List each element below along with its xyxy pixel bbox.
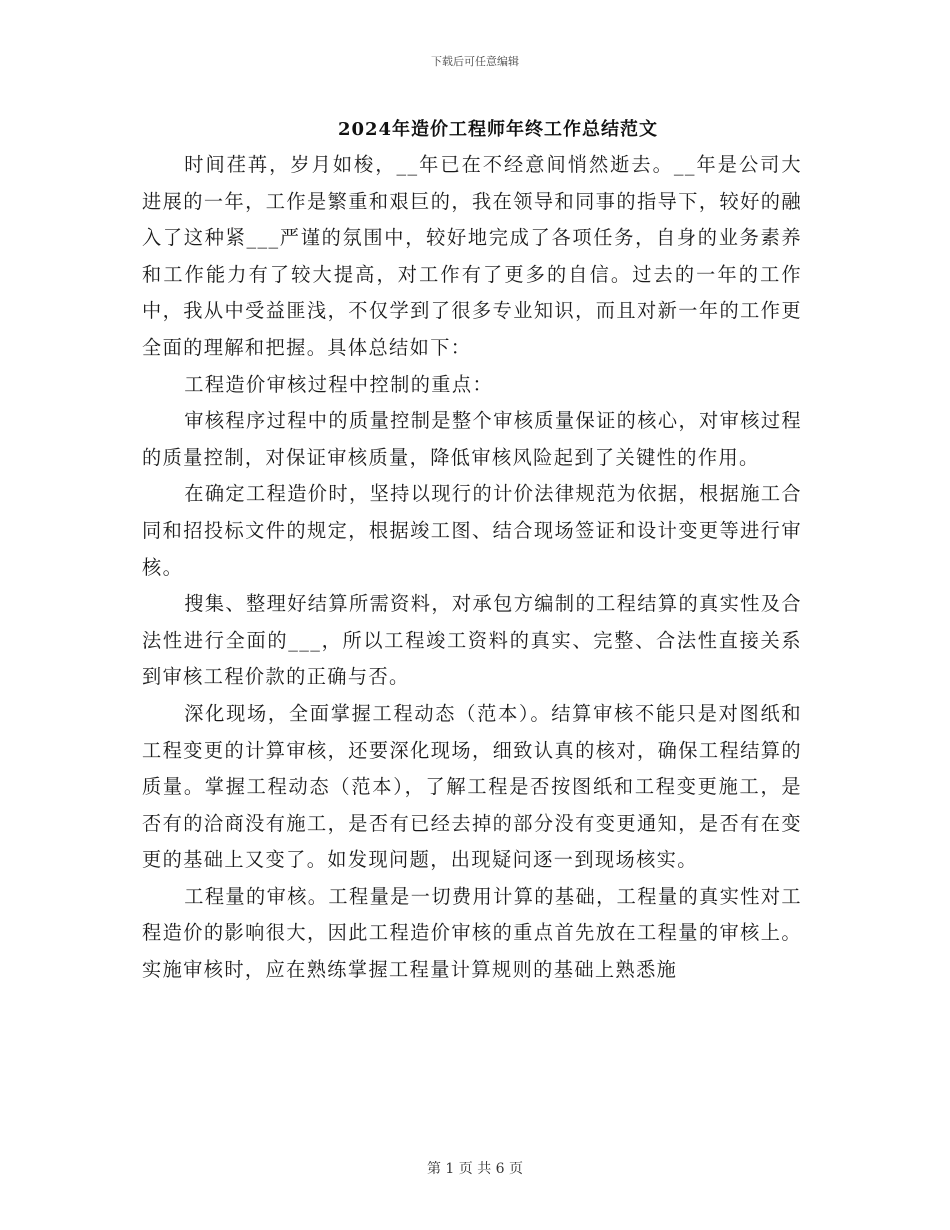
- page-number: 第 1 页 共 6 页: [426, 1161, 524, 1177]
- document-title: 2024年造价工程师年终工作总结范文: [337, 119, 659, 140]
- paragraph: 搜集、整理好结算所需资料，对承包方编制的工程结算的真实性及合法性进行全面的___，所以工程竣工资料的真实、完整、合法性直接关系到审核工程价款的正确与否。: [142, 592, 802, 689]
- paragraph: 工程造价审核过程中控制的重点：: [184, 372, 494, 396]
- paragraph: 时间荏苒，岁月如梭，__年已在不经意间悄然逝去。__年是公司大进展的一年，工作是繁重和艰巨的，我在领导和同事的指导下，较好的融入了这种紧___严谨的氛围中，较好地完成了各项任务，自身的业务素养和工作能力有了较大提高，对工作有了更多的自信。过去的一年的工作中，我从中受益匪浅，不仅学到了很多专业知识，而且对新一年的工作更全面的理解和把握。具体总结如下：: [142, 153, 802, 359]
- paragraph: 深化现场，全面掌握工程动态（范本）。结算审核不能只是对图纸和工程变更的计算审核，还要深化现场，细致认真的核对，确保工程结算的质量。掌握工程动态（范本），了解工程是否按图纸和工程变更施工，是否有的洽商没有施工，是否有已经去掉的部分没有变更通知，是否有在变更的基础上又变了。如发现问题，出现疑问逐一到现场核实。: [142, 701, 802, 872]
- document-body: [142, 147, 802, 989]
- paragraph: 在确定工程造价时，坚持以现行的计价法律规范为依据，根据施工合同和招投标文件的规定，根据竣工图、结合现场签证和设计变更等进行审核。: [142, 482, 802, 579]
- paragraph: 审核程序过程中的质量控制是整个审核质量保证的核心，对审核过程的质量控制，对保证审核质量，降低审核风险起到了关键性的作用。: [142, 409, 802, 469]
- paragraph: 工程量的审核。工程量是一切费用计算的基础，工程量的真实性对工程造价的影响很大，因此工程造价审核的重点首先放在工程量的审核上。实施审核时，应在熟练掌握工程量计算规则的基础上熟悉施: [142, 884, 802, 982]
- page-header-note: 下载后可任意编辑: [431, 55, 519, 68]
